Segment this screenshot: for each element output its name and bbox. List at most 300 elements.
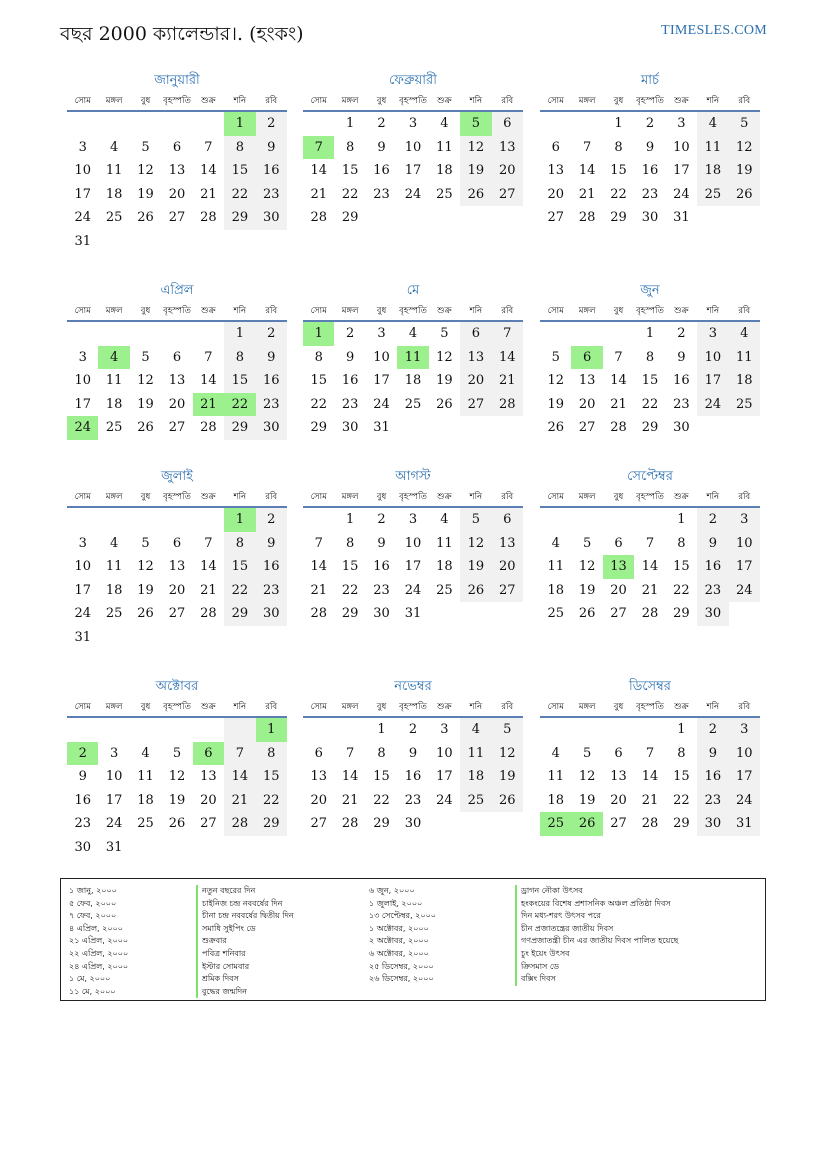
day-cell[interactable]: 31	[74, 629, 91, 645]
day-cell[interactable]: 3	[408, 512, 418, 527]
day-cell[interactable]: 13	[578, 373, 596, 388]
day-cell[interactable]: 28	[200, 210, 217, 225]
day-cell[interactable]: 8	[224, 532, 255, 556]
day-cell[interactable]: 11	[105, 559, 123, 574]
day-cell[interactable]: 21	[492, 369, 523, 393]
holiday-day-cell[interactable]: 1	[303, 322, 334, 346]
day-cell[interactable]: 19	[492, 765, 523, 789]
day-cell[interactable]: 18	[547, 792, 564, 808]
day-cell[interactable]: 21	[641, 792, 659, 808]
day-cell[interactable]: 17	[729, 765, 760, 789]
day-cell[interactable]: 27	[492, 183, 523, 207]
day-cell[interactable]: 2	[345, 326, 355, 341]
day-cell[interactable]: 24	[373, 396, 390, 412]
day-cell[interactable]: 8	[314, 349, 323, 365]
day-cell[interactable]: 4	[109, 535, 119, 551]
day-cell[interactable]: 4	[141, 745, 150, 761]
day-cell[interactable]: 7	[614, 349, 623, 365]
day-cell[interactable]: 28	[492, 393, 523, 417]
day-cell[interactable]: 8	[677, 745, 686, 761]
day-cell[interactable]: 29	[224, 206, 255, 230]
day-cell[interactable]: 18	[436, 163, 453, 178]
day-cell[interactable]: 7	[645, 535, 655, 551]
day-cell[interactable]: 22	[341, 186, 359, 202]
day-cell[interactable]: 18	[105, 186, 123, 202]
day-cell[interactable]: 15	[224, 555, 255, 579]
day-cell[interactable]: 13	[200, 769, 217, 784]
day-cell[interactable]: 6	[492, 508, 523, 532]
day-cell[interactable]: 26	[137, 606, 154, 621]
day-cell[interactable]: 12	[137, 559, 154, 574]
day-cell[interactable]: 20	[168, 396, 186, 412]
day-cell[interactable]: 25	[436, 186, 453, 202]
day-cell[interactable]: 5	[440, 326, 449, 341]
day-cell[interactable]: 28	[310, 606, 327, 621]
day-cell[interactable]: 2	[697, 508, 728, 532]
day-cell[interactable]: 23	[256, 579, 287, 603]
day-cell[interactable]: 9	[256, 532, 287, 556]
day-cell[interactable]: 20	[547, 186, 564, 202]
day-cell[interactable]: 25	[105, 606, 123, 621]
day-cell[interactable]: 24	[404, 186, 422, 202]
day-cell[interactable]: 18	[105, 396, 123, 412]
day-cell[interactable]: 12	[492, 742, 523, 766]
day-cell[interactable]: 23	[74, 816, 91, 831]
day-cell[interactable]: 29	[673, 606, 690, 621]
day-cell[interactable]: 25	[547, 606, 564, 621]
day-cell[interactable]: 24	[74, 606, 91, 621]
day-cell[interactable]: 28	[310, 210, 327, 225]
holiday-day-cell[interactable]: 24	[67, 416, 98, 440]
day-cell[interactable]: 5	[582, 535, 592, 551]
day-cell[interactable]: 13	[460, 346, 491, 370]
day-cell[interactable]: 6	[614, 745, 623, 761]
day-cell[interactable]: 2	[256, 112, 287, 136]
day-cell[interactable]: 25	[436, 582, 453, 598]
day-cell[interactable]: 16	[697, 765, 728, 789]
day-cell[interactable]: 12	[436, 349, 453, 365]
day-cell[interactable]: 22	[673, 792, 690, 808]
day-cell[interactable]: 4	[460, 718, 491, 742]
day-cell[interactable]: 10	[373, 349, 390, 365]
day-cell[interactable]: 18	[137, 792, 154, 808]
day-cell[interactable]: 27	[460, 393, 491, 417]
day-cell[interactable]: 5	[492, 718, 523, 742]
day-cell[interactable]: 8	[614, 139, 623, 155]
day-cell[interactable]: 13	[310, 769, 327, 784]
day-cell[interactable]: 26	[460, 183, 491, 207]
day-cell[interactable]: 22	[256, 789, 287, 813]
day-cell[interactable]: 17	[74, 186, 91, 202]
day-cell[interactable]: 23	[341, 396, 359, 412]
day-cell[interactable]: 1	[345, 512, 355, 527]
day-cell[interactable]: 1	[677, 722, 686, 737]
day-cell[interactable]: 3	[78, 139, 87, 155]
day-cell[interactable]: 16	[641, 163, 659, 178]
day-cell[interactable]: 4	[729, 322, 760, 346]
day-cell[interactable]: 20	[610, 792, 627, 808]
day-cell[interactable]: 26	[578, 606, 596, 621]
day-cell[interactable]: 21	[224, 789, 255, 813]
day-cell[interactable]: 17	[74, 582, 91, 598]
day-cell[interactable]: 29	[641, 420, 659, 435]
day-cell[interactable]: 10	[74, 373, 91, 388]
day-cell[interactable]: 24	[673, 186, 690, 202]
day-cell[interactable]: 6	[172, 535, 182, 551]
day-cell[interactable]: 29	[673, 816, 690, 831]
day-cell[interactable]: 10	[404, 139, 422, 155]
day-cell[interactable]: 26	[460, 579, 491, 603]
day-cell[interactable]: 20	[200, 792, 217, 808]
day-cell[interactable]: 8	[224, 346, 255, 370]
day-cell[interactable]: 7	[492, 322, 523, 346]
day-cell[interactable]: 31	[673, 210, 690, 225]
site-brand-link[interactable]: TIMESLES.COM	[661, 23, 767, 38]
day-cell[interactable]: 22	[224, 183, 255, 207]
day-cell[interactable]: 23	[673, 396, 690, 412]
day-cell[interactable]: 15	[341, 559, 359, 574]
day-cell[interactable]: 14	[341, 769, 359, 784]
day-cell[interactable]: 22	[224, 579, 255, 603]
day-cell[interactable]: 12	[547, 373, 564, 388]
day-cell[interactable]: 3	[109, 745, 119, 761]
day-cell[interactable]: 17	[74, 396, 91, 412]
day-cell[interactable]: 29	[341, 606, 359, 621]
day-cell[interactable]: 7	[204, 349, 213, 365]
day-cell[interactable]: 24	[74, 210, 91, 225]
day-cell[interactable]: 20	[610, 582, 627, 598]
day-cell[interactable]: 3	[440, 722, 449, 737]
day-cell[interactable]: 26	[168, 816, 186, 831]
day-cell[interactable]: 28	[641, 816, 659, 831]
day-cell[interactable]: 14	[310, 163, 327, 178]
day-cell[interactable]: 28	[341, 816, 359, 831]
day-cell[interactable]: 26	[436, 396, 453, 412]
day-cell[interactable]: 20	[492, 159, 523, 183]
day-cell[interactable]: 17	[105, 792, 123, 808]
day-cell[interactable]: 12	[729, 136, 760, 160]
day-cell[interactable]: 19	[729, 159, 760, 183]
day-cell[interactable]: 19	[460, 159, 491, 183]
day-cell[interactable]: 25	[697, 183, 728, 207]
day-cell[interactable]: 14	[200, 373, 217, 388]
day-cell[interactable]: 17	[404, 163, 422, 178]
day-cell[interactable]: 9	[256, 346, 287, 370]
day-cell[interactable]: 27	[168, 210, 186, 225]
day-cell[interactable]: 7	[224, 742, 255, 766]
day-cell[interactable]: 5	[460, 508, 491, 532]
day-cell[interactable]: 18	[436, 559, 453, 574]
day-cell[interactable]: 7	[204, 139, 213, 155]
day-cell[interactable]: 5	[729, 112, 760, 136]
day-cell[interactable]: 6	[172, 349, 182, 365]
day-cell[interactable]: 10	[404, 535, 422, 551]
day-cell[interactable]: 20	[310, 792, 327, 808]
day-cell[interactable]: 25	[105, 210, 123, 225]
day-cell[interactable]: 4	[551, 745, 560, 761]
day-cell[interactable]: 14	[224, 765, 255, 789]
day-cell[interactable]: 27	[610, 606, 627, 621]
day-cell[interactable]: 30	[641, 210, 659, 225]
day-cell[interactable]: 4	[440, 116, 449, 131]
day-cell[interactable]: 17	[436, 769, 453, 784]
day-cell[interactable]: 16	[673, 373, 690, 388]
day-cell[interactable]: 1	[645, 326, 655, 341]
day-cell[interactable]: 11	[460, 742, 491, 766]
day-cell[interactable]: 24	[436, 792, 453, 808]
day-cell[interactable]: 2	[377, 116, 386, 131]
day-cell[interactable]: 8	[645, 349, 655, 365]
day-cell[interactable]: 2	[408, 722, 418, 737]
day-cell[interactable]: 21	[641, 582, 659, 598]
day-cell[interactable]: 8	[224, 136, 255, 160]
day-cell[interactable]: 28	[224, 812, 255, 836]
day-cell[interactable]: 17	[373, 373, 390, 388]
day-cell[interactable]: 23	[641, 186, 659, 202]
day-cell[interactable]: 20	[578, 396, 596, 412]
day-cell[interactable]: 6	[551, 139, 560, 155]
day-cell[interactable]: 10	[673, 139, 690, 155]
day-cell[interactable]: 20	[492, 555, 523, 579]
day-cell[interactable]: 16	[74, 792, 91, 808]
day-cell[interactable]: 17	[404, 559, 422, 574]
day-cell[interactable]: 1	[614, 116, 623, 131]
day-cell[interactable]: 23	[256, 183, 287, 207]
day-cell[interactable]: 22	[373, 792, 390, 808]
day-cell[interactable]: 8	[256, 742, 287, 766]
day-cell[interactable]: 10	[729, 742, 760, 766]
day-cell[interactable]: 16	[256, 159, 287, 183]
day-cell[interactable]: 3	[377, 326, 386, 341]
day-cell[interactable]: 30	[404, 816, 422, 831]
day-cell[interactable]: 15	[224, 369, 255, 393]
day-cell[interactable]: 3	[729, 508, 760, 532]
day-cell[interactable]: 1	[345, 116, 355, 131]
day-cell[interactable]: 9	[408, 745, 418, 761]
day-cell[interactable]: 27	[492, 579, 523, 603]
day-cell[interactable]: 15	[641, 373, 659, 388]
day-cell[interactable]: 11	[436, 535, 453, 551]
day-cell[interactable]: 16	[373, 163, 390, 178]
day-cell[interactable]: 11	[436, 139, 453, 155]
day-cell[interactable]: 10	[74, 559, 91, 574]
day-cell[interactable]: 20	[168, 582, 186, 598]
day-cell[interactable]: 6	[492, 112, 523, 136]
day-cell[interactable]: 16	[341, 373, 359, 388]
day-cell[interactable]: 27	[610, 816, 627, 831]
day-cell[interactable]: 5	[551, 349, 560, 365]
day-cell[interactable]: 14	[310, 559, 327, 574]
day-cell[interactable]: 18	[404, 373, 422, 388]
day-cell[interactable]: 15	[224, 159, 255, 183]
day-cell[interactable]: 22	[641, 396, 659, 412]
day-cell[interactable]: 6	[614, 535, 623, 551]
day-cell[interactable]: 30	[341, 420, 359, 435]
day-cell[interactable]: 2	[677, 326, 686, 341]
day-cell[interactable]: 11	[547, 559, 564, 574]
day-cell[interactable]: 7	[645, 745, 655, 761]
day-cell[interactable]: 27	[168, 606, 186, 621]
day-cell[interactable]: 11	[105, 163, 123, 178]
day-cell[interactable]: 1	[677, 512, 686, 527]
day-cell[interactable]: 9	[697, 532, 728, 556]
day-cell[interactable]: 10	[74, 163, 91, 178]
day-cell[interactable]: 3	[729, 718, 760, 742]
holiday-day-cell[interactable]: 1	[224, 508, 255, 532]
day-cell[interactable]: 19	[137, 396, 154, 412]
day-cell[interactable]: 27	[578, 420, 596, 435]
day-cell[interactable]: 11	[105, 373, 123, 388]
day-cell[interactable]: 10	[105, 769, 123, 784]
day-cell[interactable]: 25	[105, 420, 123, 435]
day-cell[interactable]: 9	[345, 349, 355, 365]
day-cell[interactable]: 11	[137, 769, 154, 784]
day-cell[interactable]: 13	[168, 373, 186, 388]
day-cell[interactable]: 4	[697, 112, 728, 136]
day-cell[interactable]: 18	[697, 159, 728, 183]
day-cell[interactable]: 18	[729, 369, 760, 393]
day-cell[interactable]: 9	[256, 136, 287, 160]
day-cell[interactable]: 30	[697, 812, 728, 836]
day-cell[interactable]: 29	[341, 210, 359, 225]
day-cell[interactable]: 5	[172, 745, 182, 761]
day-cell[interactable]: 21	[610, 396, 627, 412]
day-cell[interactable]: 19	[436, 373, 453, 388]
day-cell[interactable]: 25	[729, 393, 760, 417]
day-cell[interactable]: 16	[697, 555, 728, 579]
day-cell[interactable]: 6	[460, 322, 491, 346]
day-cell[interactable]: 19	[137, 582, 154, 598]
day-cell[interactable]: 4	[109, 139, 119, 155]
day-cell[interactable]: 2	[256, 508, 287, 532]
holiday-day-cell[interactable]: 6	[571, 346, 602, 370]
day-cell[interactable]: 28	[200, 420, 217, 435]
day-cell[interactable]: 5	[141, 349, 150, 365]
day-cell[interactable]: 3	[697, 322, 728, 346]
day-cell[interactable]: 12	[460, 532, 491, 556]
day-cell[interactable]: 13	[547, 163, 564, 178]
day-cell[interactable]: 9	[377, 139, 386, 155]
day-cell[interactable]: 27	[168, 420, 186, 435]
day-cell[interactable]: 19	[547, 396, 564, 412]
day-cell[interactable]: 27	[310, 816, 327, 831]
day-cell[interactable]: 9	[677, 349, 686, 365]
day-cell[interactable]: 22	[673, 582, 690, 598]
holiday-day-cell[interactable]: 21	[193, 393, 224, 417]
day-cell[interactable]: 14	[578, 163, 596, 178]
day-cell[interactable]: 11	[547, 769, 564, 784]
day-cell[interactable]: 17	[673, 163, 690, 178]
day-cell[interactable]: 22	[341, 582, 359, 598]
day-cell[interactable]: 14	[610, 373, 627, 388]
day-cell[interactable]: 7	[314, 535, 323, 551]
day-cell[interactable]: 23	[697, 789, 728, 813]
day-cell[interactable]: 21	[310, 582, 327, 598]
day-cell[interactable]: 29	[373, 816, 390, 831]
day-cell[interactable]: 15	[673, 559, 690, 574]
day-cell[interactable]: 15	[373, 769, 390, 784]
day-cell[interactable]: 16	[373, 559, 390, 574]
day-cell[interactable]: 29	[224, 416, 255, 440]
day-cell[interactable]: 4	[440, 512, 449, 527]
day-cell[interactable]: 29	[256, 812, 287, 836]
day-cell[interactable]: 12	[460, 136, 491, 160]
day-cell[interactable]: 25	[404, 396, 422, 412]
day-cell[interactable]: 19	[578, 792, 596, 808]
day-cell[interactable]: 31	[404, 606, 422, 621]
holiday-day-cell[interactable]: 2	[67, 742, 98, 766]
day-cell[interactable]: 12	[578, 559, 596, 574]
day-cell[interactable]: 24	[697, 393, 728, 417]
day-cell[interactable]: 21	[578, 186, 596, 202]
day-cell[interactable]: 9	[78, 769, 87, 784]
day-cell[interactable]: 31	[105, 839, 123, 855]
day-cell[interactable]: 10	[729, 532, 760, 556]
day-cell[interactable]: 12	[137, 373, 154, 388]
day-cell[interactable]: 24	[729, 789, 760, 813]
day-cell[interactable]: 30	[697, 602, 728, 626]
day-cell[interactable]: 19	[137, 186, 154, 202]
day-cell[interactable]: 23	[404, 792, 422, 808]
day-cell[interactable]: 4	[408, 326, 418, 341]
day-cell[interactable]: 13	[492, 532, 523, 556]
day-cell[interactable]: 14	[492, 346, 523, 370]
day-cell[interactable]: 2	[697, 718, 728, 742]
day-cell[interactable]: 2	[377, 512, 386, 527]
day-cell[interactable]: 19	[460, 555, 491, 579]
day-cell[interactable]: 28	[200, 606, 217, 621]
day-cell[interactable]: 24	[729, 579, 760, 603]
day-cell[interactable]: 31	[74, 233, 91, 249]
day-cell[interactable]: 13	[168, 163, 186, 178]
day-cell[interactable]: 15	[341, 163, 359, 178]
day-cell[interactable]: 8	[377, 745, 386, 761]
day-cell[interactable]: 24	[404, 582, 422, 598]
holiday-day-cell[interactable]: 26	[571, 812, 602, 836]
day-cell[interactable]: 3	[78, 535, 87, 551]
holiday-day-cell[interactable]: 6	[193, 742, 224, 766]
day-cell[interactable]: 8	[345, 139, 355, 155]
holiday-day-cell[interactable]: 7	[303, 136, 334, 160]
day-cell[interactable]: 30	[673, 420, 690, 435]
day-cell[interactable]: 14	[641, 559, 659, 574]
day-cell[interactable]: 22	[610, 186, 627, 202]
day-cell[interactable]: 20	[460, 369, 491, 393]
day-cell[interactable]: 19	[168, 792, 186, 808]
day-cell[interactable]: 6	[314, 745, 323, 761]
day-cell[interactable]: 8	[677, 535, 686, 551]
day-cell[interactable]: 1	[377, 722, 386, 737]
day-cell[interactable]: 21	[200, 186, 217, 202]
day-cell[interactable]: 10	[436, 745, 453, 761]
day-cell[interactable]: 8	[345, 535, 355, 551]
day-cell[interactable]: 26	[492, 789, 523, 813]
day-cell[interactable]: 20	[168, 186, 186, 202]
day-cell[interactable]: 3	[677, 116, 686, 131]
day-cell[interactable]: 2	[256, 322, 287, 346]
day-cell[interactable]: 12	[168, 769, 186, 784]
day-cell[interactable]: 21	[200, 582, 217, 598]
day-cell[interactable]: 16	[256, 555, 287, 579]
holiday-day-cell[interactable]: 1	[224, 112, 255, 136]
day-cell[interactable]: 1	[224, 322, 255, 346]
day-cell[interactable]: 15	[310, 373, 327, 388]
day-cell[interactable]: 28	[641, 606, 659, 621]
day-cell[interactable]: 21	[341, 792, 359, 808]
day-cell[interactable]: 17	[697, 369, 728, 393]
day-cell[interactable]: 31	[729, 812, 760, 836]
day-cell[interactable]: 15	[256, 765, 287, 789]
